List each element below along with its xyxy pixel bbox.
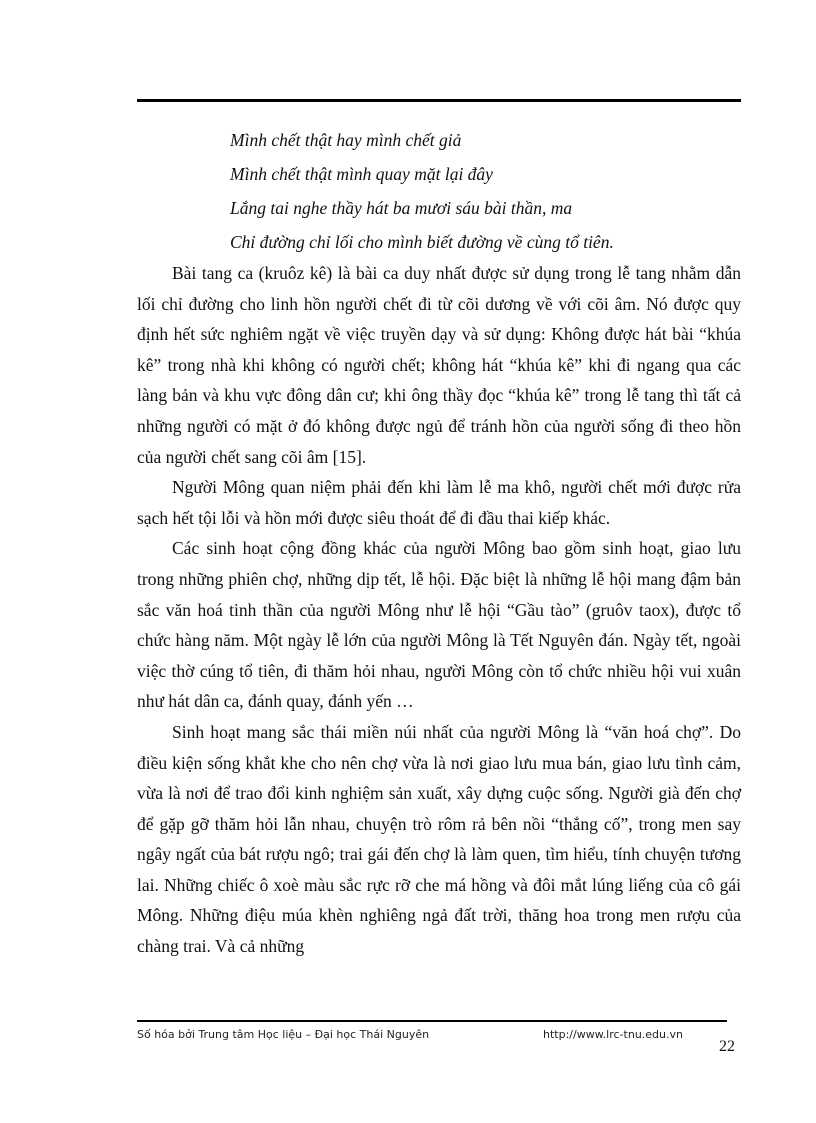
paragraph: Các sinh hoạt cộng đồng khác của người Mông bao gồm sinh hoạt, giao lưu trong những phiên chợ, những dịp tết, lễ hội. Đặc biệt là những lễ hội mang đậm bản sắc văn hoá tinh thần của người Mông như lễ hội “Gầu tào” (gruôv taox), được tổ chức hàng năm. Một ngày lễ lớn của người Mông là Tết Nguyên đán. Ngày tết, ngoài việc thờ cúng tổ tiên, đi thăm hỏi nhau, người Mông còn tổ chức nhiều hội vui xuân như hát dân ca, đánh quay, đánh yến … [137, 538, 741, 712]
poem-line: Mình chết thật hay mình chết giả [230, 130, 462, 150]
paragraph: Người Mông quan niệm phải đến khi làm lễ ma khô, người chết mới được rửa sạch hết tội lỗi và hồn mới được siêu thoát để đi đầu thai kiếp khác. [137, 477, 741, 528]
paragraph: Bài tang ca (kruôz kê) là bài ca duy nhất được sử dụng trong lễ tang nhằm dẫn lối chỉ đường cho linh hồn người chết đi từ cõi dương về với cõi âm. Nó được quy định hết sức nghiêm ngặt về việc truyền dạy và sử dụng: Không được hát bài “khúa kê” trong nhà khi không có người chết; không hát “khúa kê” khi đi ngang qua các làng bản và khu vực đông dân cư; khi ông thầy đọc “khúa kê” trong lễ tang thì tất cả những người có mặt ở đó không được ngủ để tránh hồn của người sống đi theo hồn của người chết sang cõi âm [15]. [137, 263, 741, 467]
body-text [137, 258, 741, 962]
poem-line: Mình chết thật mình quay mặt lại đây [230, 164, 493, 184]
header-rule [137, 99, 741, 102]
footer-url: http://www.lrc-tnu.edu.vn [543, 1028, 683, 1041]
poem-line: Lắng tai nghe thầy hát ba mươi sáu bài thần, ma [230, 198, 573, 218]
footer-rule [137, 1020, 727, 1022]
paragraph: Sinh hoạt mang sắc thái miền núi nhất của người Mông là “văn hoá chợ”. Do điều kiện sống khắt khe cho nên chợ vừa là nơi giao lưu mua bán, giao lưu tình cảm, vừa là nơi để trao đổi kinh nghiệm sản xuất, xây dựng cuộc sống. Người già đến chợ để gặp gỡ thăm hỏi lẫn nhau, chuyện trò rôm rả bên nồi “thắng cố”, trong men say ngây ngất của bát rượu ngô; trai gái đến chợ là làm quen, tìm hiểu, tính chuyện tương lai. Những chiếc ô xoè màu sắc rực rỡ che má hồng và đôi mắt lúng liếng của cô gái Mông. Những điệu múa khèn nghiêng ngả đất trời, thăng hoa trong men rượu của chàng trai. Và cả những [137, 721, 741, 957]
page-number: 22 [719, 1038, 735, 1055]
poem-line: Chỉ đường chỉ lối cho mình biết đường về cùng tổ tiên. [230, 232, 614, 252]
poem-block [230, 127, 750, 263]
footer-attribution: Số hóa bởi Trung tâm Học liệu – Đại học Thái Nguyên [137, 1028, 430, 1041]
